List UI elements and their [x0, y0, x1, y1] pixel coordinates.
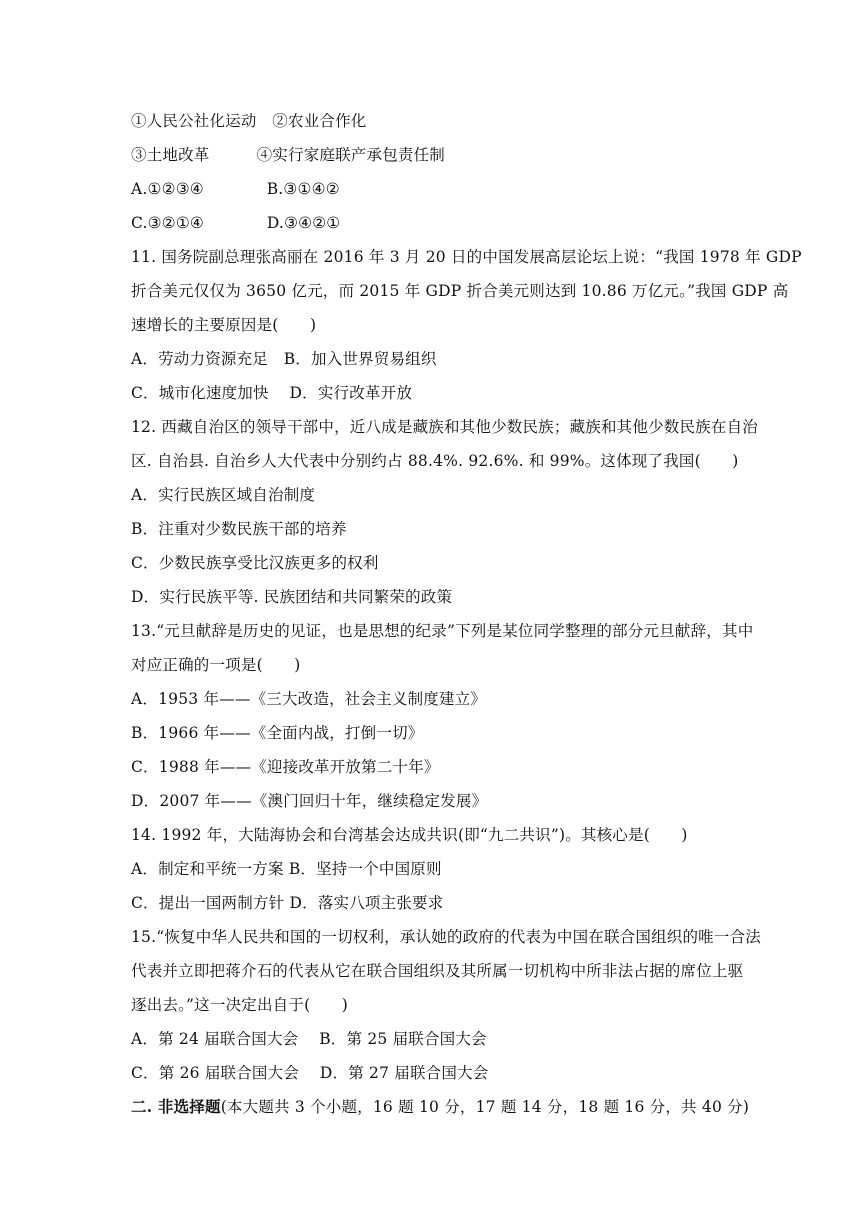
question-11-text: 11. 国务院副总理张高丽在 2016 年 3 月 20 日的中国发展高层论坛上说：“我国 1978 年 GDP: [131, 248, 802, 266]
question-14-choices: C．提出一国两制方针 D．落实八项主张要求: [131, 894, 444, 912]
option-list-line: ①人民公社化运动 ②农业合作化: [131, 112, 367, 130]
question-13-choice: B．1966 年——《全面内战，打倒一切》: [131, 724, 424, 742]
question-12-choice: D．实行民族平等. 民族团结和共同繁荣的政策: [131, 588, 453, 606]
question-15-text: 15.“恢复中华人民共和国的一切权利，承认她的政府的代表为中国在联合国组织的唯一合法: [131, 928, 761, 946]
question-14-text: 14. 1992 年，大陆海协会和台湾基会达成共识(即“九二共识”)。其核心是( ): [131, 826, 688, 844]
question-12-text: 12. 西藏自治区的领导干部中，近八成是藏族和其他少数民族；藏族和其他少数民族在自治: [131, 418, 758, 436]
question-15-text: 代表并立即把蒋介石的代表从它在联合国组织及其所属一切机构中所非法占据的席位上驱: [131, 962, 744, 980]
question-15-choices: A．第 24 届联合国大会 B．第 25 届联合国大会: [131, 1030, 487, 1048]
section-heading: [131, 1090, 750, 1124]
question-12-choice: A．实行民族区域自治制度: [131, 486, 316, 504]
question-11-choices: A．劳动力资源充足 B．加入世界贸易组织: [131, 350, 437, 368]
question-13-choice: A．1953 年——《三大改造，社会主义制度建立》: [131, 690, 487, 708]
question-13-choice: C．1988 年——《迎接改革开放第二十年》: [131, 758, 440, 776]
question-12-choice: C．少数民族享受比汉族更多的权利: [131, 554, 379, 572]
answer-choices-line: A.①②③④ B.③①④②: [131, 180, 340, 198]
question-13-choice: D．2007 年——《澳门回归十年，继续稳定发展》: [131, 792, 488, 810]
section-title: 二. 非选择题: [131, 1097, 221, 1116]
question-13-text: 对应正确的一项是( ): [131, 656, 301, 674]
option-list-line: ③土地改革 ④实行家庭联产承包责任制: [131, 146, 446, 164]
question-15-choices: C．第 26 届联合国大会 D．第 27 届联合国大会: [131, 1064, 489, 1082]
section-note: (本大题共 3 个小题，16 题 10 分，17 题 14 分，18 题 16 分，共 40 分): [220, 1098, 750, 1116]
question-12-choice: B．注重对少数民族干部的培养: [131, 520, 347, 538]
question-14-choices: A．制定和平统一方案 B．坚持一个中国原则: [131, 860, 442, 878]
question-11-text: 速增长的主要原因是( ): [131, 316, 317, 334]
question-13-text: 13.“元旦献辞是历史的见证，也是思想的纪录”下列是某位同学整理的部分元旦献辞，其中: [131, 622, 754, 640]
question-15-text: 逐出去。”这一决定出自于( ): [131, 996, 348, 1014]
question-11-choices: C．城市化速度加快 D．实行改革开放: [131, 384, 413, 402]
answer-choices-line: C.③②①④ D.③④②①: [131, 214, 341, 232]
question-11-text: 折合美元仅仅为 3650 亿元，而 2015 年 GDP 折合美元则达到 10.86 万亿元。”我国 GDP 高: [131, 282, 789, 300]
question-12-text: 区. 自治县. 自治乡人大代表中分别约占 88.4%. 92.6%. 和 99%。这体现了我国( ): [131, 452, 739, 470]
